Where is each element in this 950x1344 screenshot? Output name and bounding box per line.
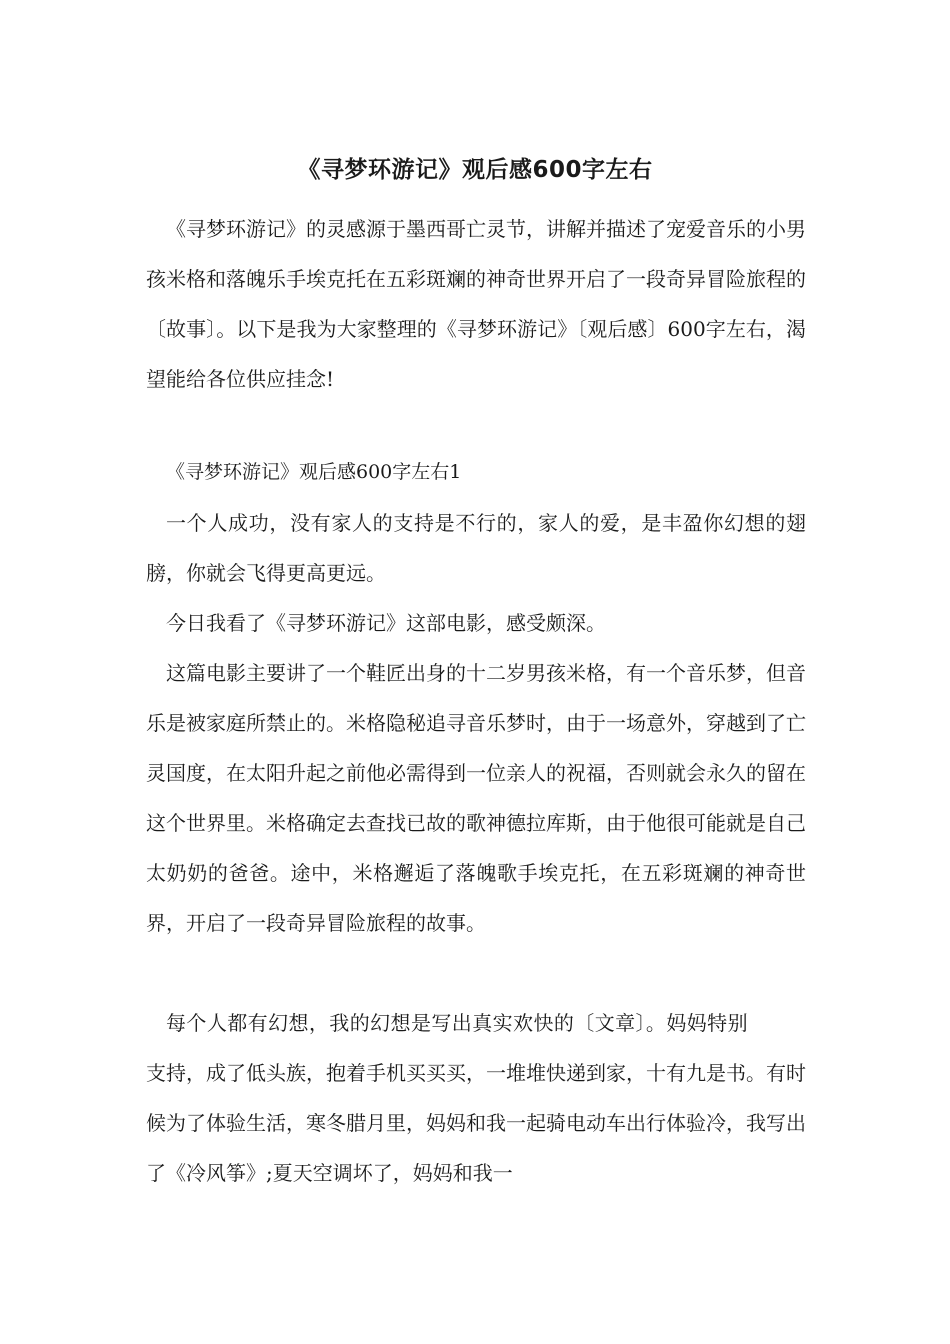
paragraph-1: 一个人成功，没有家人的支持是不行的，家人的爱，是丰盈你幻想的翅膀，你就会飞得更高更远。: [146, 511, 806, 585]
paragraph-4: [146, 998, 806, 1198]
section-heading: 《寻梦环游记》观后感600字左右1: [166, 461, 462, 483]
paragraph-4-part1: 每个人都有幻想，我的幻想是写出真实欢快的〔文章〕。妈妈特别: [166, 1011, 748, 1035]
paragraph-4-part2: 支持，成了低头族，抱着手机买买买，一堆堆快递到家，十有九是书。有时候为了体验生活，寒冬腊月里，妈妈和我一起骑电动车出行体验冷，我写出了《冷风筝》;夏天空调坏了，妈妈和我一: [146, 1061, 806, 1185]
document-title: 《寻梦环游记》观后感600字左右: [297, 157, 653, 183]
paragraph-2: 今日我看了《寻梦环游记》这部电影，感受颇深。: [166, 611, 606, 635]
intro-paragraph: 《寻梦环游记》的灵感源于墨西哥亡灵节，讲解并描述了宠爱音乐的小男孩米格和落魄乐手埃克托在五彩斑斓的神奇世界开启了一段奇异冒险旅程的〔故事〕。以下是我为大家整理的《寻梦环游记》〔观后感〕600字左右，渴望能给各位供应挂念!: [146, 217, 806, 391]
paragraph-3: 这篇电影主要讲了一个鞋匠出身的十二岁男孩米格，有一个音乐梦，但音乐是被家庭所禁止的。米格隐秘追寻音乐梦时，由于一场意外，穿越到了亡灵国度，在太阳升起之前他必需得到一位亲人的祝福，否则就会永久的留在这个世界里。米格确定去查找已故的歌神德拉库斯，由于他很可能就是自己太奶奶的爸爸。途中，米格邂逅了落魄歌手埃克托，在五彩斑斓的神奇世界，开启了一段奇异冒险旅程的故事。: [146, 661, 806, 935]
